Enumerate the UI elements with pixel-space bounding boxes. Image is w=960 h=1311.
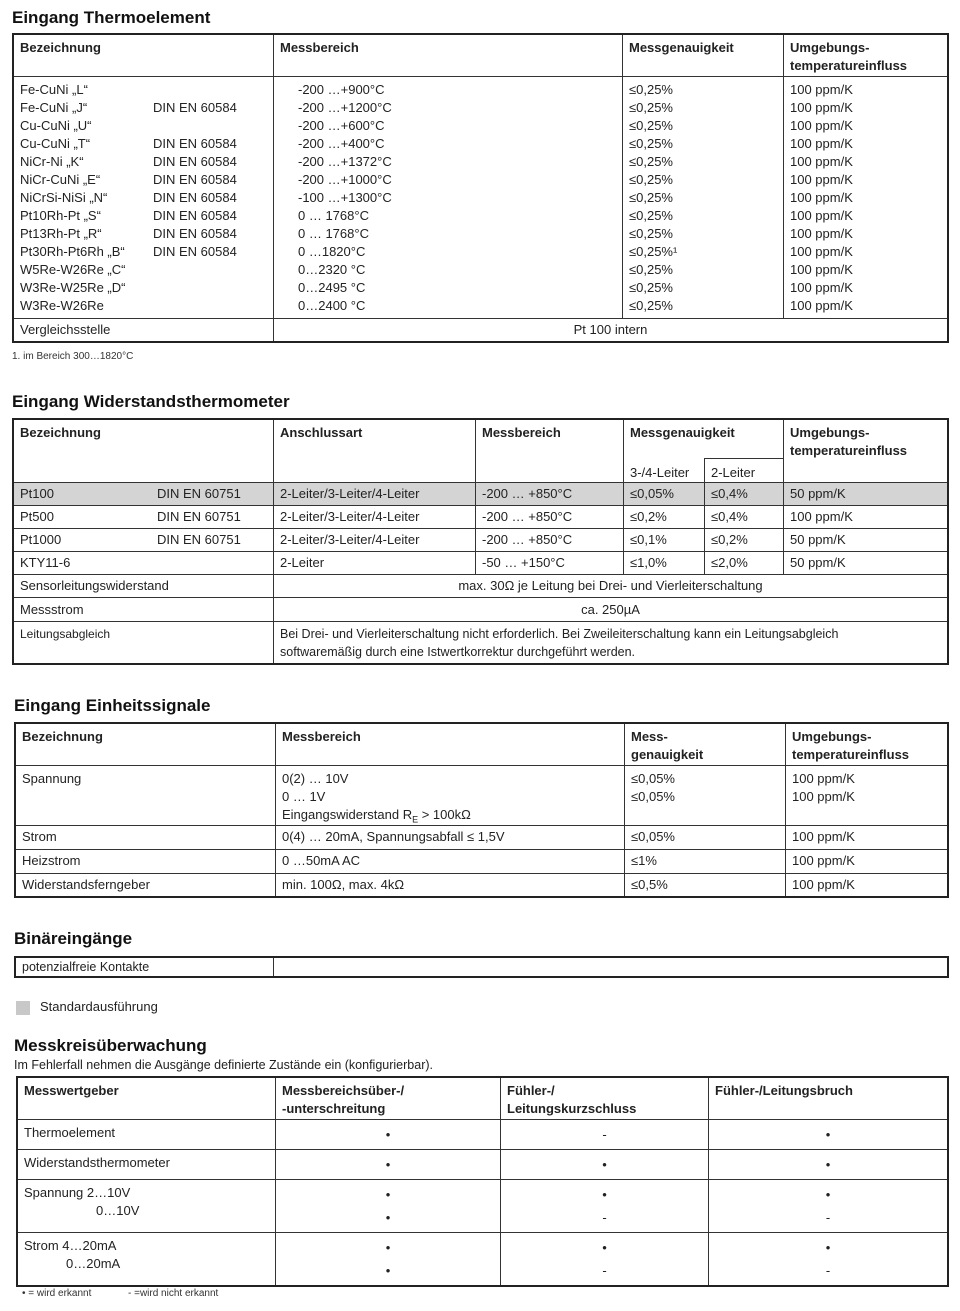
unit-row [15, 849, 948, 873]
rtd-sub-2: 2-Leiter [705, 459, 784, 483]
monitor-row-c1 [276, 1149, 501, 1179]
tc-row-name [20, 297, 267, 315]
monitor-legend-yes: • = wird erkannt [22, 1288, 92, 1299]
tc-name-col [13, 76, 274, 318]
tc-row-accuracy: ≤0,25%¹ [629, 243, 678, 259]
tc-title: Eingang Thermoelement [12, 8, 211, 27]
tc-row-label: W5Re-W26Re „C“ [20, 261, 126, 277]
unit-row-temp: 100 ppm/K [786, 825, 949, 849]
monitor-row-c3 [709, 1119, 949, 1149]
tc-row-temp: 100 ppm/K [790, 99, 853, 115]
rtd-current-value: ca. 250µA [274, 598, 949, 622]
tc-row-temp: 100 ppm/K [790, 171, 853, 187]
tc-row-label: Pt13Rh-Pt „R“ [20, 225, 102, 241]
standard-legend-swatch [16, 1001, 30, 1015]
monitor-row-c3 [709, 1149, 949, 1179]
rtd-current-label: Messstrom [13, 598, 274, 622]
tc-row-accuracy: ≤0,25% [629, 81, 673, 97]
unit-row-range: 0 …50mA AC [276, 849, 625, 873]
monitor-row-c2 [501, 1149, 709, 1179]
unit-row-acc: ≤1% [625, 849, 786, 873]
monitor-mark: • [825, 1239, 831, 1255]
rtd-row-range: -200 … +850°C [476, 483, 624, 506]
monitor-row-source [17, 1119, 276, 1149]
rtd-row-acc2: ≤2,0% [705, 552, 784, 575]
tc-row-label: W3Re-W25Re „D“ [20, 279, 126, 295]
tc-row-name [20, 225, 267, 243]
unit-row-name: Widerstandsferngeber [15, 873, 276, 897]
tc-row-label: Pt30Rh-Pt6Rh „B“ [20, 243, 125, 259]
monitor-row-c1 [276, 1119, 501, 1149]
tc-row-range: 0 … 1768°C [298, 225, 369, 241]
rtd-row-conn: 2-Leiter/3-Leiter/4-Leiter [274, 506, 476, 529]
monitor-row-source [17, 1232, 276, 1286]
unit-voltage-temp [786, 765, 949, 825]
rtd-header-name: Bezeichnung [13, 419, 274, 483]
monitor-row [17, 1149, 948, 1179]
tc-row-standard: DIN EN 60584 [153, 225, 237, 241]
rtd-row-standard: DIN EN 60751 [157, 486, 241, 501]
tc-ref-label: Vergleichsstelle [13, 318, 274, 342]
rtd-row-acc34: ≤1,0% [624, 552, 705, 575]
tc-row-accuracy: ≤0,25% [629, 153, 673, 169]
tc-row-accuracy: ≤0,25% [629, 261, 673, 277]
thermocouple-table [12, 33, 949, 343]
unit-row-range: min. 100Ω, max. 4kΩ [276, 873, 625, 897]
rtd-row-conn: 2-Leiter [274, 552, 476, 575]
tc-header-range: Messbereich [274, 34, 623, 76]
rtd-row-acc34: ≤0,05% [624, 483, 705, 506]
unit-row-name: Heizstrom [15, 849, 276, 873]
monitor-mark: • [602, 1156, 607, 1172]
monitor-mark: • [602, 1239, 607, 1255]
monitor-row-source-line1: Strom 4…20mA [24, 1237, 117, 1253]
rtd-row-temp: 50 ppm/K [784, 552, 949, 575]
tc-header-accuracy: Messgenauigkeit [623, 34, 784, 76]
tc-row-temp: 100 ppm/K [790, 243, 853, 259]
tc-row-range: -200 …+900°C [298, 81, 385, 97]
monitor-mark: • [385, 1262, 391, 1278]
monitor-row-c1 [276, 1232, 501, 1286]
tc-row-standard: DIN EN 60584 [153, 135, 237, 151]
rtd-row-standard: DIN EN 60751 [157, 509, 241, 524]
monitor-mark: • [385, 1156, 391, 1172]
tc-row-label: Fe-CuNi „L“ [20, 81, 88, 97]
unit-row [15, 825, 948, 849]
tc-row-range: -200 …+1000°C [298, 171, 392, 187]
unit-table [14, 722, 949, 898]
tc-row-temp: 100 ppm/K [790, 189, 853, 205]
tc-row-name [20, 261, 267, 279]
monitor-mark: - [602, 1126, 607, 1142]
tc-range-col [274, 76, 623, 318]
tc-row-range: 0 …1820°C [298, 243, 366, 259]
rtd-sensor-value: max. 30Ω je Leitung bei Drei- und Vierleiterschaltung [274, 575, 949, 598]
rtd-row-range: -200 … +850°C [476, 529, 624, 552]
rtd-row-acc2: ≤0,2% [705, 529, 784, 552]
monitor-mark: • [825, 1186, 831, 1202]
tc-row-name [20, 207, 267, 225]
monitor-row-source-line1: Spannung 2…10V [24, 1184, 131, 1200]
unit-voltage-name: Spannung [15, 765, 276, 825]
rtd-row-label: KTY11-6 [20, 555, 71, 570]
tc-row-standard: DIN EN 60584 [153, 153, 237, 169]
unit-row-temp: 100 ppm/K [786, 849, 949, 873]
unit-voltage-temp1: 100 ppm/K [792, 770, 855, 786]
rtd-header-temp: Umgebungs- temperatureinfluss [784, 419, 949, 483]
monitor-mark: • [385, 1186, 391, 1202]
tc-row-label: Fe-CuNi „J“ [20, 99, 88, 115]
rtd-row-label: Pt1000 [20, 532, 62, 547]
unit-row-acc: ≤0,05% [625, 825, 786, 849]
monitor-row-c3 [709, 1179, 949, 1232]
tc-row-range: 0…2495 °C [298, 279, 366, 295]
tc-ref-value: Pt 100 intern [274, 318, 949, 342]
unit-voltage-temp2: 100 ppm/K [792, 788, 855, 804]
monitor-row-source-line1: Thermoelement [24, 1124, 116, 1140]
monitor-row [17, 1232, 948, 1286]
monitor-mark: • [385, 1209, 391, 1225]
tc-row-name [20, 243, 267, 261]
tc-row-name [20, 189, 267, 207]
unit-header-temp: Umgebungs- temperatureinfluss [786, 723, 949, 765]
rtd-row-name [13, 529, 274, 552]
tc-row-name [20, 135, 267, 153]
tc-row-label: W3Re-W26Re [20, 297, 104, 313]
tc-row-range: 0…2320 °C [298, 261, 366, 277]
tc-row-range: -100 …+1300°C [298, 189, 392, 205]
monitor-mark: - [825, 1262, 831, 1278]
unit-row-range: 0(4) … 20mA, Spannungsabfall ≤ 1,5V [276, 825, 625, 849]
rtd-header-accuracy: Messgenauigkeit [624, 419, 784, 459]
tc-row-temp: 100 ppm/K [790, 207, 853, 223]
unit-row [15, 873, 948, 897]
rtd-row-temp: 100 ppm/K [784, 506, 949, 529]
tc-row-accuracy: ≤0,25% [629, 99, 673, 115]
rtd-sub-34: 3-/4-Leiter [624, 459, 705, 483]
unit-voltage-range [276, 765, 625, 825]
rtd-row [13, 552, 948, 575]
monitor-mark: • [825, 1126, 831, 1142]
tc-header-temp: Umgebungs- temperatureinfluss [784, 34, 949, 76]
rtd-row-range: -200 … +850°C [476, 506, 624, 529]
tc-row-temp: 100 ppm/K [790, 225, 853, 241]
tc-row-temp: 100 ppm/K [790, 261, 853, 277]
monitor-mark: - [602, 1262, 607, 1278]
unit-voltage-acc2: ≤0,05% [631, 788, 675, 804]
unit-header-accuracy: Mess- genauigkeit [625, 723, 786, 765]
tc-row-accuracy: ≤0,25% [629, 279, 673, 295]
tc-row-standard: DIN EN 60584 [153, 189, 237, 205]
tc-row-accuracy: ≤0,25% [629, 117, 673, 133]
standard-legend-label: Standardausführung [40, 999, 158, 1014]
monitor-mark: • [385, 1126, 391, 1142]
rtd-row-label: Pt500 [20, 509, 54, 524]
tc-row-temp: 100 ppm/K [790, 117, 853, 133]
rtd-row-name [13, 552, 274, 575]
binary-table [14, 956, 949, 978]
tc-row-name [20, 81, 267, 99]
tc-row-range: 0…2400 °C [298, 297, 366, 313]
rtd-row-label: Pt100 [20, 486, 54, 501]
tc-row-name [20, 171, 267, 189]
monitor-mark: • [825, 1156, 831, 1172]
tc-row-standard: DIN EN 60584 [153, 99, 237, 115]
tc-row-name [20, 279, 267, 297]
rtd-row-standard: DIN EN 60751 [157, 532, 241, 547]
monitor-header-source: Messwertgeber [17, 1077, 276, 1119]
rtd-row-acc34: ≤0,1% [624, 529, 705, 552]
tc-row-range: -200 …+400°C [298, 135, 385, 151]
monitor-mark: • [602, 1186, 607, 1202]
unit-voltage-range1: 0(2) … 10V [282, 770, 349, 786]
rtd-row-acc2: ≤0,4% [705, 506, 784, 529]
tc-acc-col [623, 76, 784, 318]
tc-row-label: Cu-CuNi „T“ [20, 135, 91, 151]
tc-row-temp: 100 ppm/K [790, 81, 853, 97]
tc-row-range: -200 …+1372°C [298, 153, 392, 169]
rtd-row [13, 506, 948, 529]
monitor-row-c3 [709, 1232, 949, 1286]
unit-row-temp: 100 ppm/K [786, 873, 949, 897]
rtd-header-range: Messbereich [476, 419, 624, 483]
monitor-legend-no: - =wird nicht erkannt [128, 1288, 219, 1299]
tc-row-standard: DIN EN 60584 [153, 171, 237, 187]
tc-row-range: -200 …+1200°C [298, 99, 392, 115]
rtd-title: Eingang Widerstandsthermometer [12, 392, 290, 411]
rtd-row-temp: 50 ppm/K [784, 483, 949, 506]
rtd-row-temp: 50 ppm/K [784, 529, 949, 552]
tc-row-accuracy: ≤0,25% [629, 135, 673, 151]
tc-row-temp: 100 ppm/K [790, 135, 853, 151]
unit-voltage-range3: Eingangswiderstand $R_E > 100k\Omega$ [282, 806, 471, 825]
unit-header-range: Messbereich [276, 723, 625, 765]
monitor-mark: - [825, 1209, 831, 1225]
unit-voltage-acc1: ≤0,05% [631, 770, 675, 786]
unit-header-name: Bezeichnung [15, 723, 276, 765]
binary-label: potenzialfreie Kontakte [15, 957, 274, 977]
monitor-mark: - [602, 1209, 607, 1225]
monitor-row-source-line2: 0…10V [96, 1202, 140, 1218]
tc-row-accuracy: ≤0,25% [629, 171, 673, 187]
rtd-row-acc2: ≤0,4% [705, 483, 784, 506]
tc-row-accuracy: ≤0,25% [629, 225, 673, 241]
rtd-row-range: -50 … +150°C [476, 552, 624, 575]
tc-row-range: 0 … 1768°C [298, 207, 369, 223]
tc-row-accuracy: ≤0,25% [629, 297, 673, 313]
tc-row-label: Pt10Rh-Pt „S“ [20, 207, 101, 223]
tc-row-accuracy: ≤0,25% [629, 207, 673, 223]
tc-row-temp: 100 ppm/K [790, 297, 853, 313]
monitor-mark: • [385, 1239, 391, 1255]
monitor-row-source [17, 1179, 276, 1232]
rtd-table [12, 418, 949, 665]
monitor-row-source-line1: Widerstandsthermometer [24, 1154, 170, 1170]
rtd-balance-line2: softwaremäßig durch eine Istwertkorrektur durchgeführt werden. [280, 645, 636, 659]
tc-row-label: NiCrSi-NiSi „N“ [20, 189, 108, 205]
monitor-row-c1 [276, 1179, 501, 1232]
unit-voltage-acc [625, 765, 786, 825]
monitor-row-c2 [501, 1179, 709, 1232]
rtd-row-name [13, 483, 274, 506]
tc-row-name [20, 117, 267, 135]
rtd-row-name [13, 506, 274, 529]
tc-header-name: Bezeichnung [13, 34, 274, 76]
monitor-table [16, 1076, 949, 1287]
tc-row-standard: DIN EN 60584 [153, 243, 237, 259]
tc-row-temp: 100 ppm/K [790, 279, 853, 295]
monitor-row-c2 [501, 1119, 709, 1149]
tc-row-accuracy: ≤0,25% [629, 189, 673, 205]
unit-row-name: Strom [15, 825, 276, 849]
monitor-row [17, 1179, 948, 1232]
tc-row-temp: 100 ppm/K [790, 153, 853, 169]
rtd-header-conn: Anschlussart [274, 419, 476, 483]
rtd-balance-label: Leitungsabgleich [13, 622, 274, 664]
unit-title: Eingang Einheitssignale [14, 696, 211, 715]
monitor-subtitle: Im Fehlerfall nehmen die Ausgänge definierte Zustände ein (konfigurierbar). [14, 1058, 433, 1072]
tc-row-label: NiCr-CuNi „E“ [20, 171, 101, 187]
binary-title: Binäreingänge [14, 929, 133, 948]
monitor-row-source-line2: 0…20mA [66, 1255, 121, 1271]
unit-row-acc: ≤0,5% [625, 873, 786, 897]
monitor-header-break: Fühler-/Leitungsbruch [709, 1077, 949, 1119]
rtd-sensor-label: Sensorleitungswiderstand [13, 575, 274, 598]
tc-row-name [20, 99, 267, 117]
monitor-title: Messkreisüberwachung [14, 1036, 207, 1055]
tc-footnote: 1. im Bereich 300…1820°C [12, 351, 134, 362]
monitor-header-short: Fühler-/ Leitungskurzschluss [501, 1077, 709, 1119]
rtd-balance-line1: Bei Drei- und Vierleiterschaltung nicht erforderlich. Bei Zweileiterschaltung kann ein Leitungsabgleich [280, 627, 839, 641]
tc-row-label: NiCr-Ni „K“ [20, 153, 84, 169]
rtd-row-acc34: ≤0,2% [624, 506, 705, 529]
tc-row-range: -200 …+600°C [298, 117, 385, 133]
tc-row-standard: DIN EN 60584 [153, 207, 237, 223]
rtd-row [13, 483, 948, 506]
tc-row-name [20, 153, 267, 171]
monitor-row [17, 1119, 948, 1149]
rtd-row [13, 529, 948, 552]
rtd-row-conn: 2-Leiter/3-Leiter/4-Leiter [274, 529, 476, 552]
monitor-header-range: Messbereichsüber-/ -unterschreitung [276, 1077, 501, 1119]
binary-value [274, 957, 949, 977]
unit-voltage-range2: 0 … 1V [282, 788, 326, 804]
monitor-row-c2 [501, 1232, 709, 1286]
rtd-row-conn: 2-Leiter/3-Leiter/4-Leiter [274, 483, 476, 506]
tc-row-label: Cu-CuNi „U“ [20, 117, 92, 133]
tc-temp-col [784, 76, 949, 318]
rtd-balance-value [274, 622, 949, 664]
monitor-row-source [17, 1149, 276, 1179]
